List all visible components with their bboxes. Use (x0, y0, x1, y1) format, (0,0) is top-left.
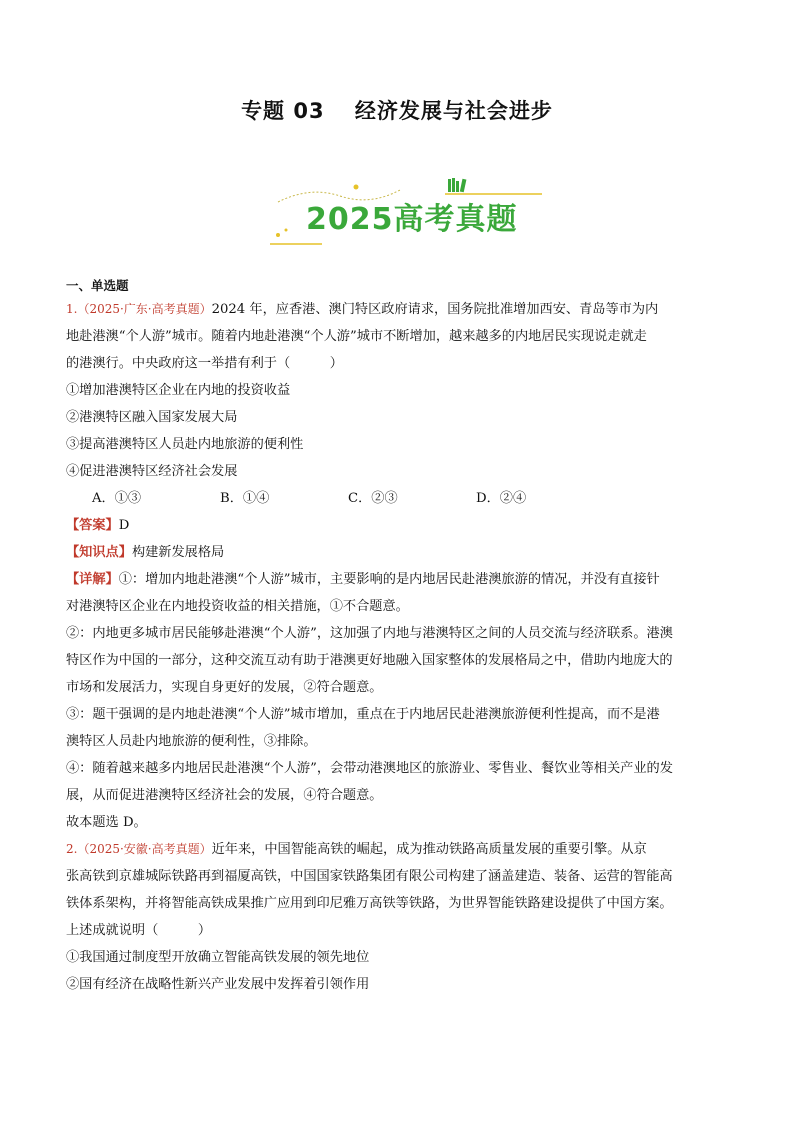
knowledge-point-label: 【知识点】 (66, 545, 132, 560)
detail-line: 展，从而促进港澳特区经济社会的发展，④符合题意。 (66, 788, 383, 803)
q1-stem-text: 2024 年，应香港、澳门特区政府请求，国务院批准增加西安、青岛等市为内 (211, 302, 659, 317)
detail-line: ②：内地更多城市居民能够赴港澳“个人游”，这加强了内地与港澳特区之间的人员交流与经济联系。港澳 (66, 626, 673, 641)
answer-line (66, 512, 730, 539)
q1-item: ④促进港澳特区经济社会发展 (66, 464, 238, 479)
q2-stem-line (66, 836, 730, 863)
detail-line: ③：题干强调的是内地赴港澳“个人游”城市增加，重点在于内地居民赴港澳旅游便利性提高，而不是港 (66, 707, 660, 722)
banner-title: 2025高考真题 (306, 202, 518, 237)
q1-stem-line: 的港澳行。中央政府这一举措有利于（ ） (66, 356, 343, 371)
detail-line: 对港澳特区企业在内地投资收益的相关措施，①不合题意。 (66, 599, 409, 614)
q1-item: ①增加港澳特区企业在内地的投资收益 (66, 383, 291, 398)
q2-source: 2.（2025·安徽·高考真题） (66, 842, 212, 856)
conclusion-line: 故本题选 D。 (66, 815, 147, 830)
option-c: C．②③ (348, 491, 398, 506)
q1-item: ③提高港澳特区人员赴内地旅游的便利性 (66, 437, 304, 452)
question-content (66, 276, 730, 998)
detail-line: ④：随着越来越多内地居民赴港澳“个人游”，会带动港澳地区的旅游业、零售业、餐饮业等相关产业的发 (66, 761, 673, 776)
knowledge-point-value: 构建新发展格局 (131, 545, 225, 560)
detail-line: 市场和发展活力，实现自身更好的发展，②符合题意。 (66, 680, 383, 695)
book-icon (448, 178, 466, 192)
q2-item: ①我国通过制度型开放确立智能高铁发展的领先地位 (66, 950, 370, 965)
q2-item: ②国有经济在战略性新兴产业发展中发挥着引领作用 (66, 977, 370, 992)
detail-label: 【详解】 (66, 572, 119, 587)
option-a: A．①③ (92, 491, 142, 506)
option-b: B．①④ (220, 491, 270, 506)
detail-line: 特区作为中国的一部分，这种交流互动有助于港澳更好地融入国家整体的发展格局之中，借助内地庞大的 (66, 653, 673, 668)
detail-text: ①：增加内地赴港澳“个人游”城市，主要影响的是内地居民赴港澳旅游的情况，并没有直接针 (118, 572, 660, 587)
q2-stem-text: 近年来，中国智能高铁的崛起，成为推动铁路高质量发展的重要引擎。从京 (211, 842, 647, 857)
q1-stem-line (66, 296, 730, 323)
q2-stem-line: 铁体系架构，并将智能高铁成果推广应用到印尼雅万高铁等铁路，为世界智能铁路建设提供了中国方案。 (66, 896, 673, 911)
q2-stem-line: 张高铁到京雄城际铁路再到福厦高铁，中国国家铁路集团有限公司构建了涵盖建造、装备、运营的智能高 (66, 869, 673, 884)
q1-source: 1.（2025·广东·高考真题） (66, 302, 212, 316)
option-d: D．②④ (476, 491, 527, 506)
page-title: 专题 03 经济发展与社会进步 (241, 99, 553, 123)
detail-line: 澳特区人员赴内地旅游的便利性，③排除。 (66, 734, 317, 749)
answer-label: 【答案】 (66, 518, 119, 533)
knowledge-point-line (66, 539, 730, 566)
q1-stem-line: 地赴港澳“个人游”城市。随着内地赴港澳“个人游”城市不断增加，越来越多的内地居民实现说走就走 (66, 329, 647, 344)
detail-line (66, 566, 730, 593)
exam-banner (270, 178, 550, 248)
q1-item: ②港澳特区融入国家发展大局 (66, 410, 238, 425)
q2-stem-line: 上述成就说明（ ） (66, 923, 212, 938)
q1-options (66, 485, 730, 512)
section-heading: 一、单选题 (66, 278, 129, 293)
answer-value: D (118, 518, 130, 533)
